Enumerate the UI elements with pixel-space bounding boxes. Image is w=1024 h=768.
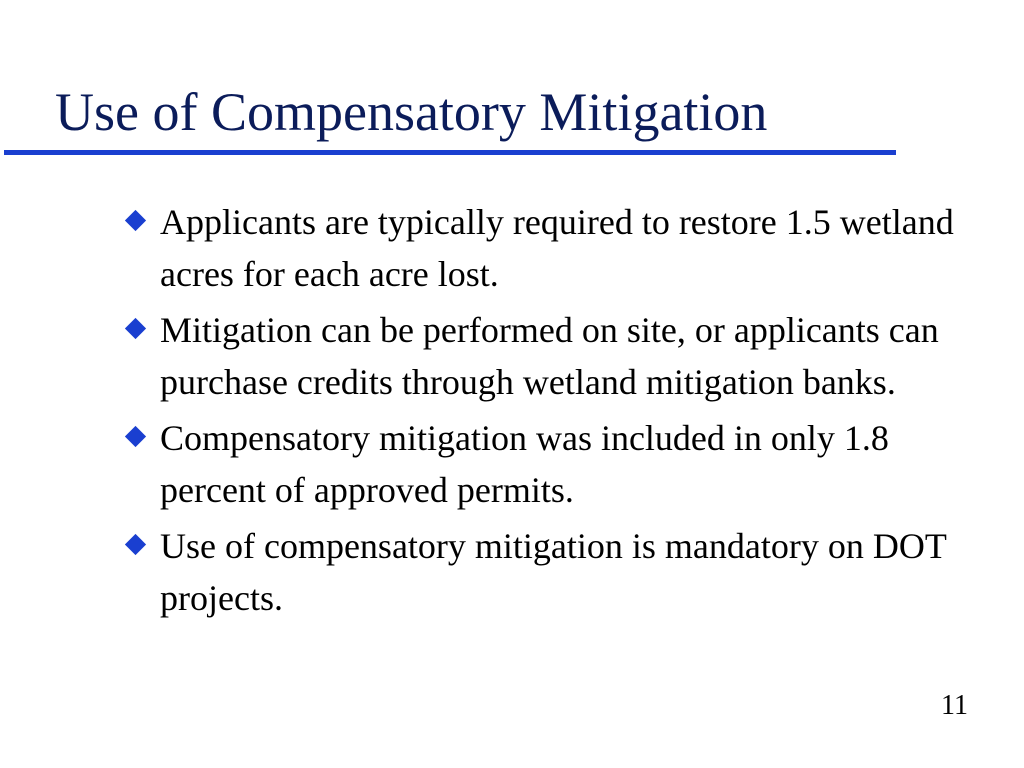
slide-title: Use of Compensatory Mitigation xyxy=(55,82,768,142)
page-number: 11 xyxy=(941,690,968,721)
diamond-bullet-icon xyxy=(125,210,146,231)
diamond-bullet-icon xyxy=(125,534,146,555)
bullet-item xyxy=(122,520,982,624)
bullet-item xyxy=(122,196,982,300)
bullet-list xyxy=(122,196,982,628)
title-underline xyxy=(4,150,896,155)
bullet-text: Applicants are typically required to restore 1.5 wetland acres for each acre lost. xyxy=(160,202,954,294)
bullet-item xyxy=(122,412,982,516)
diamond-bullet-icon xyxy=(125,426,146,447)
bullet-text: Use of compensatory mitigation is mandatory on DOT projects. xyxy=(160,526,947,618)
bullet-text: Mitigation can be performed on site, or applicants can purchase credits through wetland mitigation banks. xyxy=(160,310,939,402)
diamond-bullet-icon xyxy=(125,318,146,339)
bullet-item xyxy=(122,304,982,408)
bullet-text: Compensatory mitigation was included in only 1.8 percent of approved permits. xyxy=(160,418,889,510)
